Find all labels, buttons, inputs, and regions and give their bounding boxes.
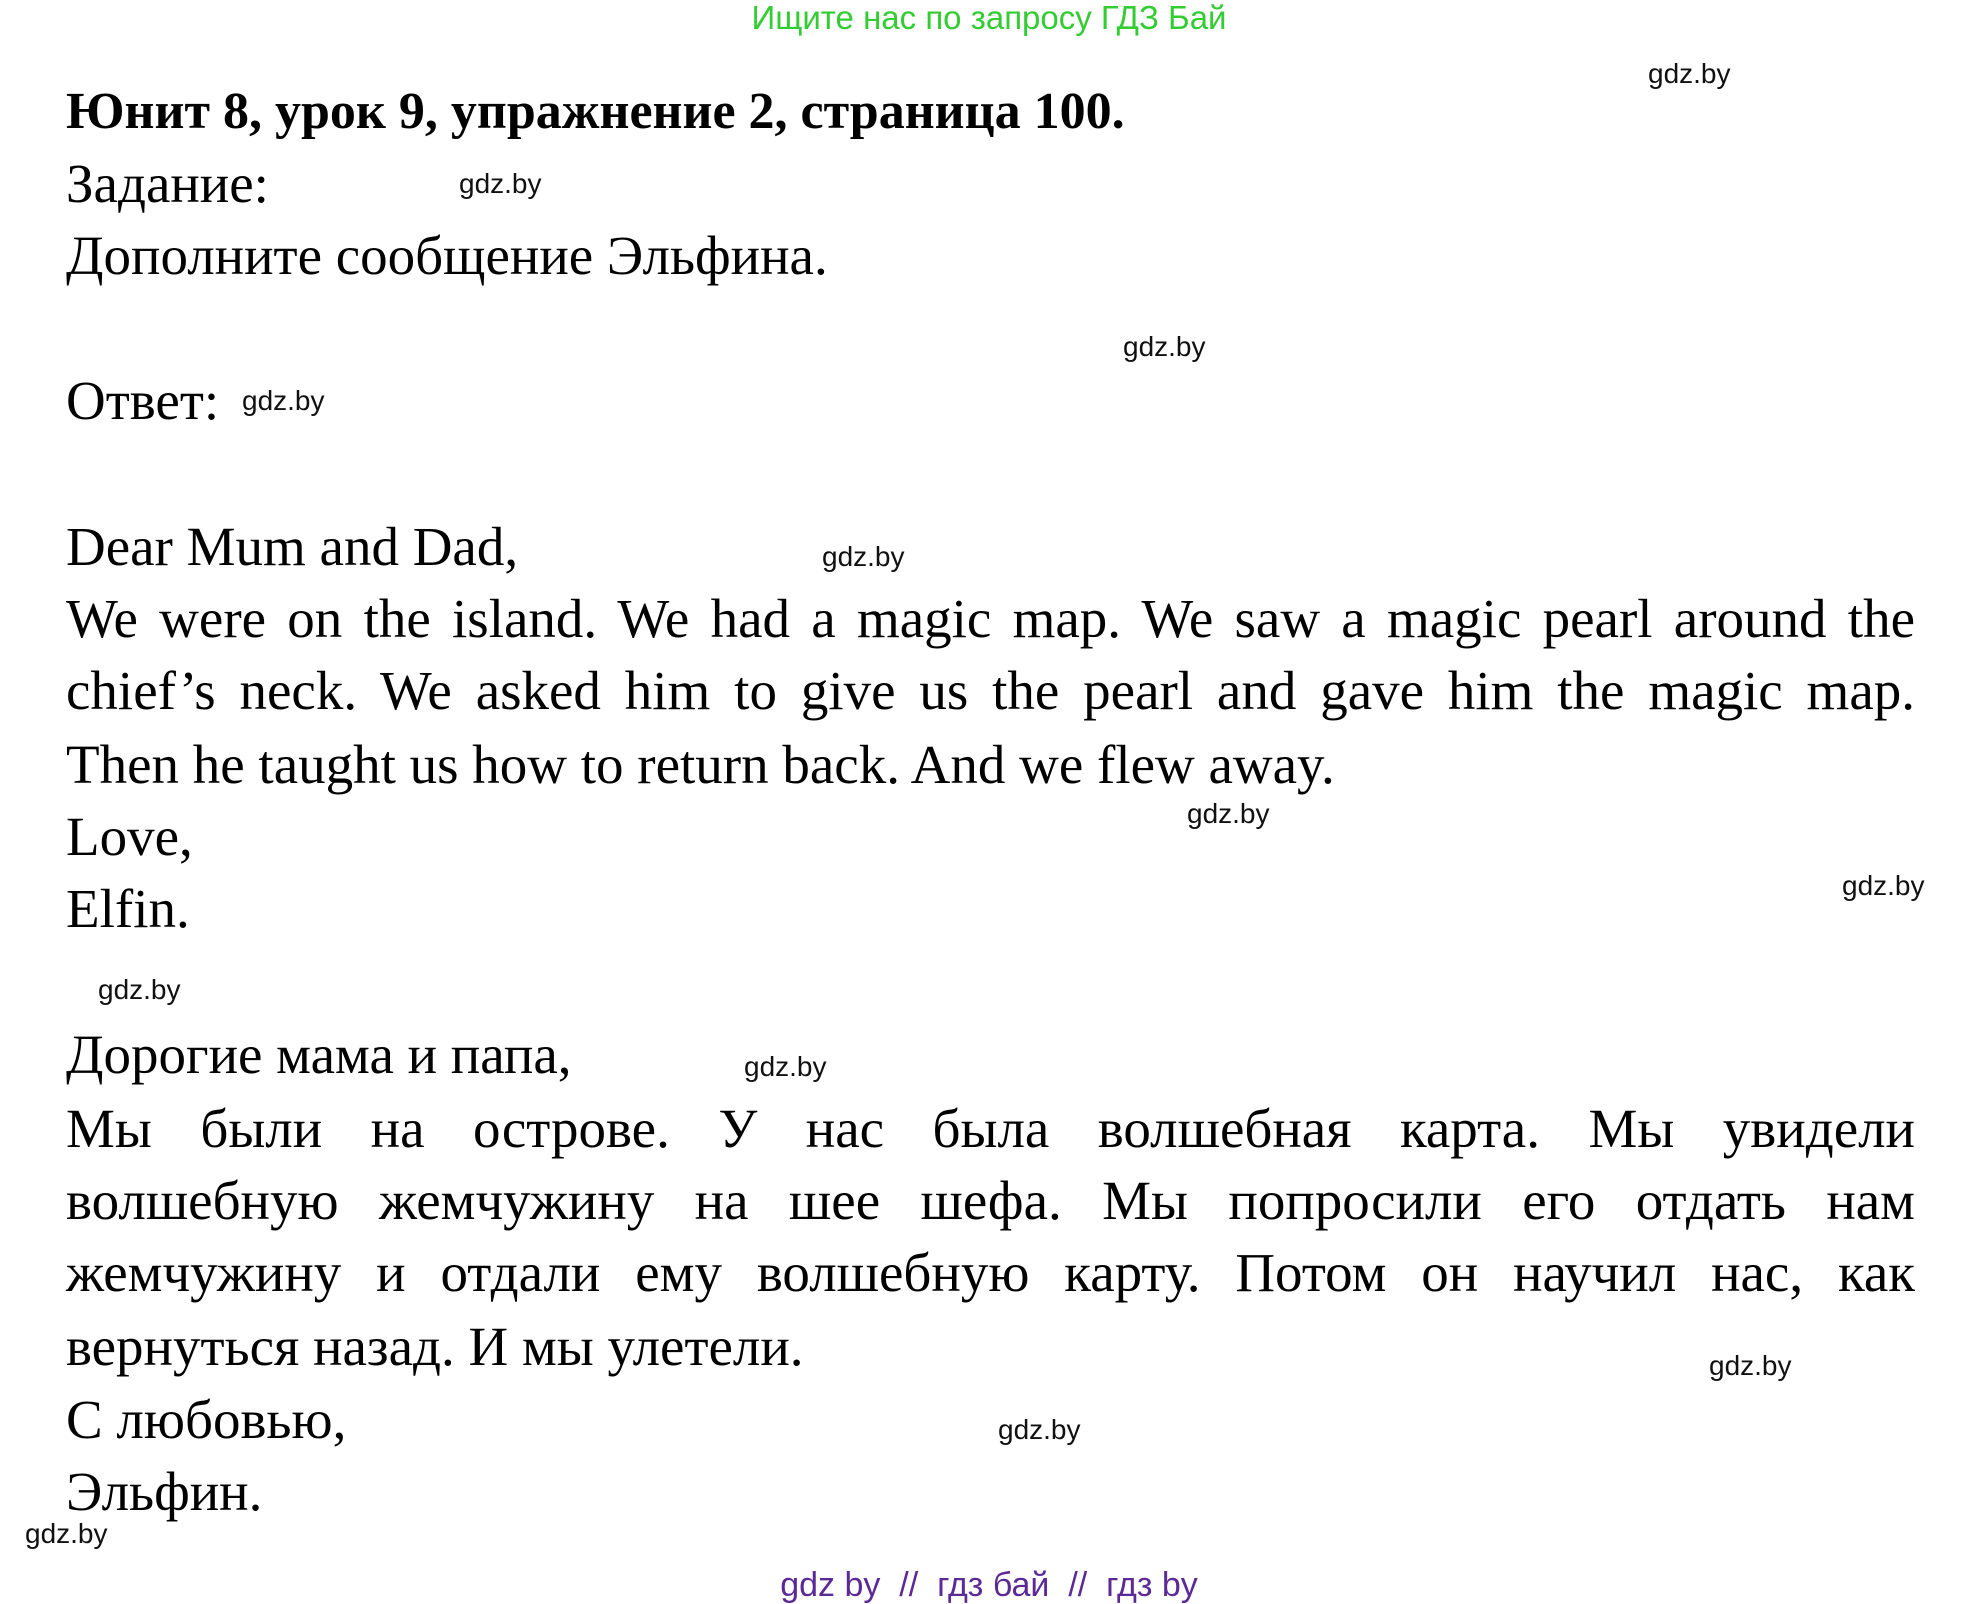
footer-links[interactable] bbox=[0, 1566, 1978, 1604]
watermark: gdz.by bbox=[998, 1414, 1081, 1445]
answer-label: Ответ: bbox=[66, 370, 220, 431]
russian-line: волшебную жемчужину на шее шефа. Мы попросили его отдать нам bbox=[66, 1170, 1915, 1231]
english-line: We were on the island. We had a magic map. We saw a magic pearl around the bbox=[66, 588, 1915, 649]
russian-line: Мы были на острове. У нас была волшебная карта. Мы увидели bbox=[66, 1098, 1915, 1159]
russian-signature: Эльфин. bbox=[66, 1461, 263, 1522]
footer-text[interactable]: gdz by // гдз бай // гдз by bbox=[780, 1566, 1198, 1604]
watermark: gdz.by bbox=[744, 1051, 827, 1082]
task-label: Задание: bbox=[66, 153, 269, 214]
russian-closing: С любовью, bbox=[66, 1389, 347, 1450]
watermark: gdz.by bbox=[242, 385, 325, 416]
watermark: gdz.by bbox=[1123, 331, 1206, 362]
english-greeting: Dear Mum and Dad, bbox=[66, 516, 519, 577]
watermark: gdz.by bbox=[25, 1518, 108, 1549]
page-title: Юнит 8, урок 9, упражнение 2, страница 100. bbox=[66, 83, 1125, 140]
watermark: gdz.by bbox=[1648, 58, 1731, 89]
watermark: gdz.by bbox=[1709, 1350, 1792, 1381]
task-text: Дополните сообщение Эльфина. bbox=[66, 225, 828, 286]
search-banner[interactable]: Ищите нас по запросу ГДЗ Бай bbox=[751, 0, 1227, 36]
watermark: gdz.by bbox=[98, 974, 181, 1005]
english-closing: Love, bbox=[66, 806, 193, 867]
russian-line: жемчужину и отдали ему волшебную карту. Потом он научил нас, как bbox=[66, 1242, 1915, 1303]
watermark: gdz.by bbox=[1842, 870, 1925, 901]
watermark: gdz.by bbox=[822, 541, 905, 572]
english-line: Then he taught us how to return back. And we flew away. bbox=[66, 734, 1335, 795]
english-signature: Elfin. bbox=[66, 878, 190, 939]
russian-greeting: Дорогие мама и папа, bbox=[66, 1024, 572, 1085]
watermark: gdz.by bbox=[459, 168, 542, 199]
english-line: chief’s neck. We asked him to give us the pearl and gave him the magic map. bbox=[66, 660, 1915, 721]
watermark: gdz.by bbox=[1187, 798, 1270, 829]
russian-line: вернуться назад. И мы улетели. bbox=[66, 1316, 804, 1377]
